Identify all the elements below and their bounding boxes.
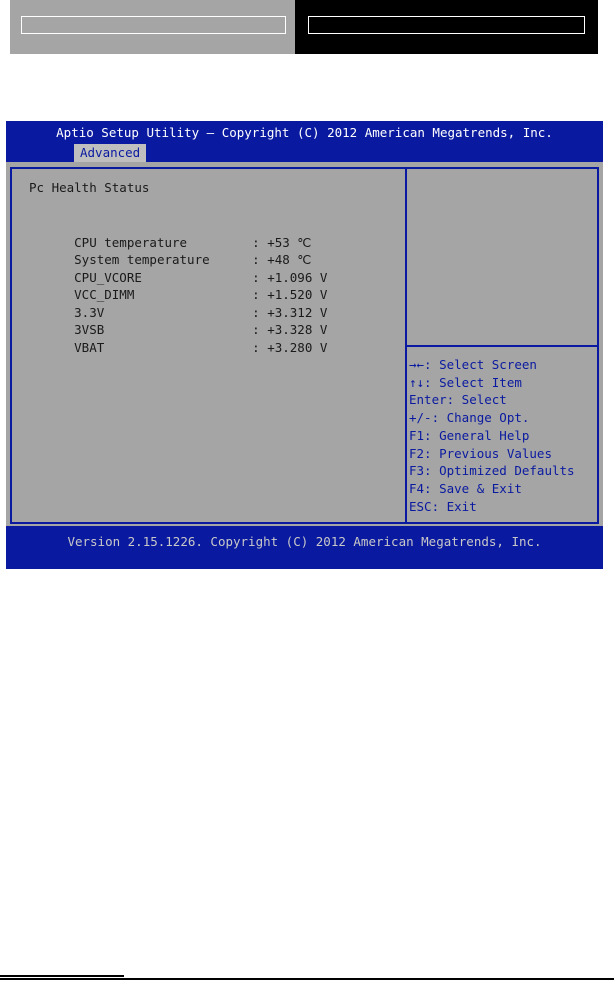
page-header-left-block (10, 0, 295, 54)
bios-footer: Version 2.15.1226. Copyright (C) 2012 American Megatrends, Inc. (67, 534, 542, 549)
help-general-help: F1: General Help (409, 428, 530, 443)
reading-value: : +53 ℃ (252, 235, 312, 250)
reading-row-3-3v (29, 287, 328, 320)
header-right-rule (308, 16, 585, 34)
reading-label: System temperature (74, 252, 210, 267)
reading-label: 3VSB (74, 322, 105, 337)
help-previous-values: F2: Previous Values (409, 446, 552, 461)
reading-label: VCC_DIMM (74, 287, 135, 302)
help-divider (407, 345, 597, 347)
reading-value: : +48 ℃ (252, 252, 312, 267)
header-left-rule (21, 16, 286, 34)
reading-value: : +1.520 V (252, 287, 328, 302)
page-footer-rule (0, 978, 614, 980)
help-save-exit: F4: Save & Exit (409, 481, 522, 496)
tab-advanced[interactable]: Advanced (74, 144, 146, 162)
reading-label: CPU temperature (74, 235, 188, 250)
help-esc-exit: ESC: Exit (409, 499, 477, 514)
reading-label: CPU_VCORE (74, 270, 142, 285)
reading-row-cpu-vcore (29, 252, 328, 285)
page-header-right-block (295, 0, 598, 54)
reading-row-cpu-temperature (29, 217, 312, 250)
reading-row-vcc-dimm (29, 269, 328, 302)
page-footer-rule-short (0, 975, 124, 977)
reading-label: VBAT (74, 340, 105, 355)
help-enter-select: Enter: Select (409, 392, 507, 407)
help-select-screen: →←: Select Screen (409, 357, 537, 372)
reading-row-vbat (29, 322, 328, 355)
reading-row-3vsb (29, 304, 328, 337)
reading-value: : +1.096 V (252, 270, 328, 285)
bios-title: Aptio Setup Utility – Copyright (C) 2012 American Megatrends, Inc. (56, 125, 553, 140)
bios-screen (6, 121, 603, 569)
reading-row-system-temperature (29, 234, 312, 267)
section-title: Pc Health Status (29, 180, 150, 195)
reading-value: : +3.328 V (252, 322, 328, 337)
reading-label: 3.3V (74, 305, 105, 320)
help-change-opt: +/-: Change Opt. (409, 410, 530, 425)
help-optimized-defaults: F3: Optimized Defaults (409, 463, 575, 478)
help-select-item: ↑↓: Select Item (409, 375, 522, 390)
reading-value: : +3.280 V (252, 340, 328, 355)
bios-body (6, 162, 603, 526)
reading-value: : +3.312 V (252, 305, 328, 320)
